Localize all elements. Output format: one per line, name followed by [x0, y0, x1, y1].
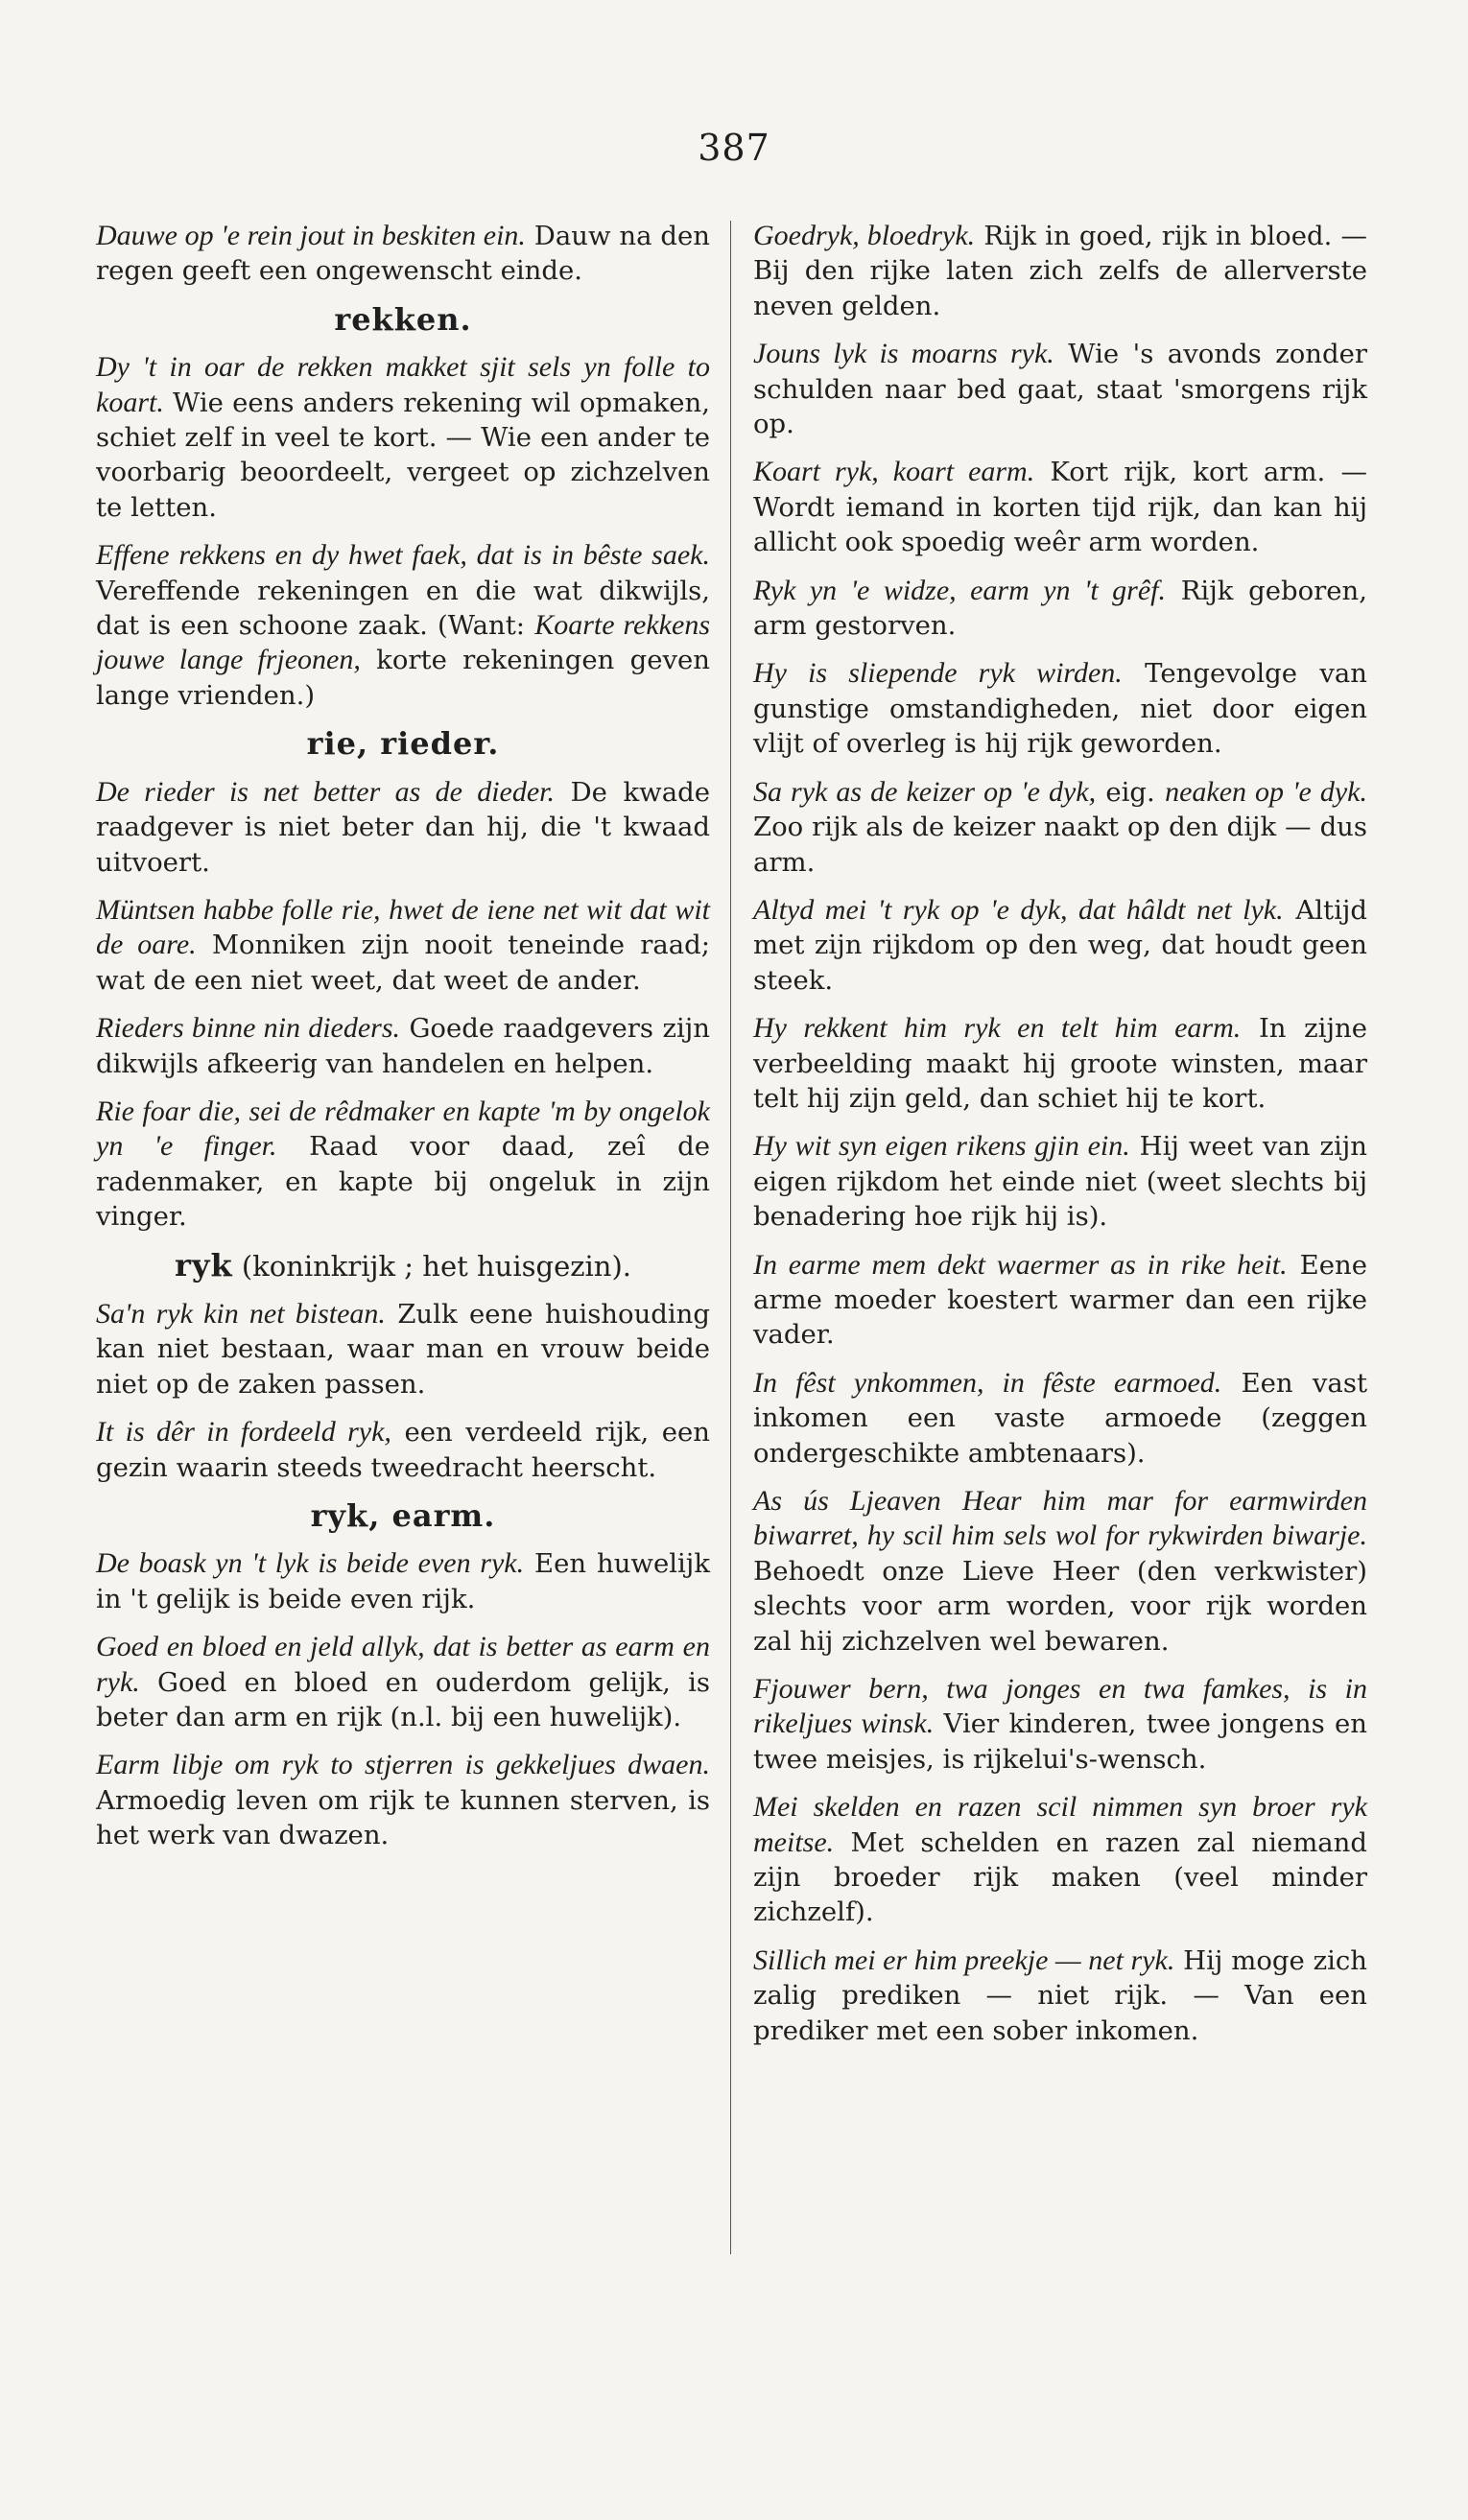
- dutch-translation: Rijk geboren, arm gestorven.: [753, 575, 1368, 642]
- dutch-translation: Zoo rijk als de keizer naakt op den dijk — dus arm.: [753, 812, 1367, 878]
- dutch-translation: Hij weet van zijn eigen rijkdom het einde niet (weet slechts bij benadering hoe rijk hij is).: [753, 1131, 1367, 1233]
- frisian-proverb: Koarte rekkens jouwe lange frjeonen,: [96, 609, 710, 676]
- dutch-translation: Vereffende rekeningen en die wat dikwijls, dat is een schoone zaak. (Want:: [96, 575, 710, 642]
- frisian-proverb: De rieder is net better as de dieder.: [96, 775, 556, 808]
- dutch-translation: Raad voor daad, zeî de radenmaker, en kapte bij ongeluk in zijn vinger.: [96, 1131, 710, 1233]
- dutch-translation: een verdeeld rijk, een gezin waarin steeds tweedracht heerscht.: [96, 1417, 710, 1483]
- left-column: [96, 219, 710, 1867]
- proverb-entry: [96, 1546, 710, 1616]
- heading-text: rekken.: [334, 300, 472, 338]
- proverb-entry: [753, 1366, 1367, 1471]
- dutch-translation: korte rekeningen geven lange vrienden.): [96, 645, 710, 711]
- frisian-proverb: Sa'n ryk kin net bistean.: [96, 1297, 386, 1330]
- frisian-proverb: Goed en bloed en jeld allyk, dat is better as earm en ryk.: [96, 1631, 710, 1698]
- dutch-translation: Behoedt onze Lieve Heer (den verkwister) slechts voor arm worden, voor rijk worden zal hij zichzelven wel bewaren.: [753, 1555, 1367, 1657]
- heading-subtext: (koninkrijk ; het huisgezin).: [232, 1249, 631, 1283]
- dutch-translation: Zulk eene huishouding kan niet bestaan, waar man en vrouw beide niet op de zaken passen.: [96, 1298, 711, 1400]
- heading-text: rie, rieder.: [306, 725, 500, 763]
- frisian-proverb: Earm libje om ryk to stjerren is gekkeljues dwaen.: [96, 1749, 710, 1781]
- frisian-proverb: Jouns lyk is moarns ryk.: [753, 338, 1054, 370]
- frisian-proverb: Dauwe op 'e rein jout in beskiten ein.: [96, 220, 526, 251]
- dutch-translation: Wie eens anders rekening wil opmaken, schiet zelf in veel te kort. — Wie een ander te voorbarig beoordeelt, vergeet op zichzelven te letten.: [96, 387, 710, 523]
- proverb-entry: [753, 219, 1367, 323]
- proverb-entry: [96, 1748, 710, 1852]
- proverb-entry: [753, 1248, 1367, 1353]
- frisian-proverb: In earme mem dekt waermer as in rike heit.: [753, 1248, 1288, 1281]
- frisian-proverb: Mei skelden en razen scil nimmen syn broer ryk meitse.: [753, 1791, 1367, 1858]
- section-heading: [96, 726, 710, 761]
- proverb-entry: [753, 656, 1367, 761]
- dutch-translation: In zijne verbeelding maakt hij groote winsten, maar telt hij zijn geld, dan schiet hij te kort.: [753, 1013, 1367, 1114]
- proverb-entry: [753, 893, 1367, 998]
- section-heading: [96, 1498, 710, 1533]
- dutch-translation: eig.: [1096, 776, 1166, 808]
- dutch-translation: Rijk in goed, rijk in bloed. — Bij den rijke laten zich zelfs de allerverste neven gelden.: [753, 221, 1367, 321]
- frisian-proverb: Goedryk, bloedryk.: [753, 220, 976, 251]
- frisian-proverb: Hy wit syn eigen rikens gjin ein.: [753, 1130, 1130, 1163]
- frisian-proverb: Sa ryk as de keizer op 'e dyk,: [753, 775, 1097, 808]
- dutch-translation: Een huwelijk in 't gelijk is beide even rijk.: [96, 1548, 710, 1614]
- frisian-proverb: In fêst ynkommen, in fêste earmoed.: [753, 1366, 1222, 1399]
- dutch-translation: Hij moge zich zalig prediken — niet rijk. — Van een prediker met een sober inkomen.: [753, 1944, 1368, 2046]
- dutch-translation: Tengevolge van gunstige omstandigheden, niet door eigen vlijt of overleg is hij rijk geworden.: [753, 658, 1367, 760]
- frisian-proverb: It is dêr in fordeeld ryk,: [96, 1416, 391, 1448]
- heading-text: ryk: [174, 1246, 233, 1284]
- frisian-proverb: Fjouwer bern, twa jonges en twa famkes, is in rikeljues winsk.: [753, 1673, 1367, 1740]
- frisian-proverb: Müntsen habbe folle rie, hwet de iene net wit dat wit de oare.: [96, 893, 710, 961]
- section-heading: [96, 1248, 710, 1284]
- frisian-proverb: Effene rekkens en dy hwet faek, dat is in bêste saek.: [96, 539, 710, 572]
- frisian-proverb: Sillich mei er him preekje — net ryk.: [753, 1943, 1175, 1976]
- frisian-proverb: Koart ryk, koart earm.: [753, 456, 1035, 488]
- proverb-entry: [753, 1129, 1367, 1234]
- dutch-translation: Met schelden en razen zal niemand zijn broeder rijk maken (veel minder zichzelf).: [753, 1826, 1367, 1928]
- proverb-entry: [753, 455, 1367, 559]
- proverb-entry: [96, 1415, 710, 1485]
- proverb-entry: [753, 1011, 1367, 1116]
- dutch-translation: Een vast inkomen een vaste armoede (zeggen ondergeschikte ambtenaars).: [753, 1367, 1367, 1469]
- proverb-entry: [753, 1790, 1367, 1930]
- page-number: 387: [698, 127, 770, 169]
- dutch-translation: Monniken zijn nooit teneinde raad; wat de een niet weet, dat weet de ander.: [96, 930, 710, 996]
- text-columns: [96, 219, 1382, 2329]
- frisian-proverb: Hy is sliepende ryk wirden.: [753, 657, 1123, 690]
- proverb-entry: [96, 538, 710, 713]
- frisian-proverb: neaken op 'e dyk.: [1165, 775, 1367, 808]
- proverb-entry: [753, 1672, 1367, 1777]
- dutch-translation: Vier kinderen, twee jongens en twee meisjes, is rijkelui's-wensch.: [753, 1708, 1368, 1775]
- section-heading: [96, 302, 710, 337]
- proverb-entry: [753, 775, 1367, 880]
- proverb-entry: [96, 1297, 710, 1401]
- frisian-proverb: Rie foar die, sei de rêdmaker en kapte 'm by ongelok yn 'e finger.: [96, 1095, 710, 1163]
- frisian-proverb: Dy 't in oar de rekken makket sjit sels yn folle to koart.: [96, 351, 710, 418]
- frisian-proverb: Ryk yn 'e widze, earm yn 't grêf.: [753, 574, 1167, 606]
- proverb-entry: [96, 775, 710, 880]
- right-column: [753, 219, 1367, 2061]
- frisian-proverb: As ús Ljeaven Hear him mar for earmwirden biwarret, hy scil him sels wol for rykwirden biwarje.: [753, 1485, 1367, 1552]
- dutch-translation: Armoedig leven om rijk te kunnen sterven, is het werk van dwazen.: [96, 1784, 710, 1851]
- proverb-entry: [753, 337, 1367, 441]
- dutch-translation: Dauw na den regen geeft een ongewenscht einde.: [96, 221, 710, 287]
- dutch-translation: Altijd met zijn rijkdom op den weg, dat houdt geen steek.: [753, 894, 1367, 996]
- frisian-proverb: Hy rekkent him ryk en telt him earm.: [753, 1012, 1242, 1045]
- proverb-entry: [96, 1630, 710, 1734]
- frisian-proverb: Rieders binne nin dieders.: [96, 1012, 401, 1045]
- column-divider: [730, 221, 731, 2254]
- proverb-entry: [96, 350, 710, 525]
- proverb-entry: [753, 1943, 1367, 2048]
- proverb-entry: [753, 1484, 1367, 1659]
- proverb-entry: [96, 219, 710, 289]
- proverb-entry: [753, 574, 1367, 644]
- proverb-entry: [96, 1011, 710, 1081]
- dutch-translation: Wie 's avonds zonder schulden naar bed gaat, staat 'smorgens rijk op.: [753, 339, 1367, 440]
- proverb-entry: [96, 1095, 710, 1235]
- dutch-translation: Kort rijk, kort arm. — Wordt iemand in korten tijd rijk, dan kan hij allicht ook spoedig weêr arm worden.: [753, 457, 1367, 558]
- dutch-translation: Goede raadgevers zijn dikwijls afkeerig van handelen en helpen.: [96, 1013, 710, 1079]
- dutch-translation: De kwade raadgever is niet beter dan hij, die 't kwaad uitvoert.: [96, 776, 710, 878]
- dutch-translation: Eene arme moeder koestert warmer dan een rijke vader.: [753, 1249, 1367, 1351]
- dutch-translation: Goed en bloed en ouderdom gelijk, is beter dan arm en rijk (n.l. bij een huwelijk).: [96, 1666, 710, 1733]
- frisian-proverb: De boask yn 't lyk is beide even ryk.: [96, 1547, 525, 1580]
- proverb-entry: [96, 893, 710, 998]
- heading-text: ryk, earm.: [310, 1497, 496, 1534]
- frisian-proverb: Altyd mei 't ryk op 'e dyk, dat hâldt net lyk.: [753, 893, 1284, 926]
